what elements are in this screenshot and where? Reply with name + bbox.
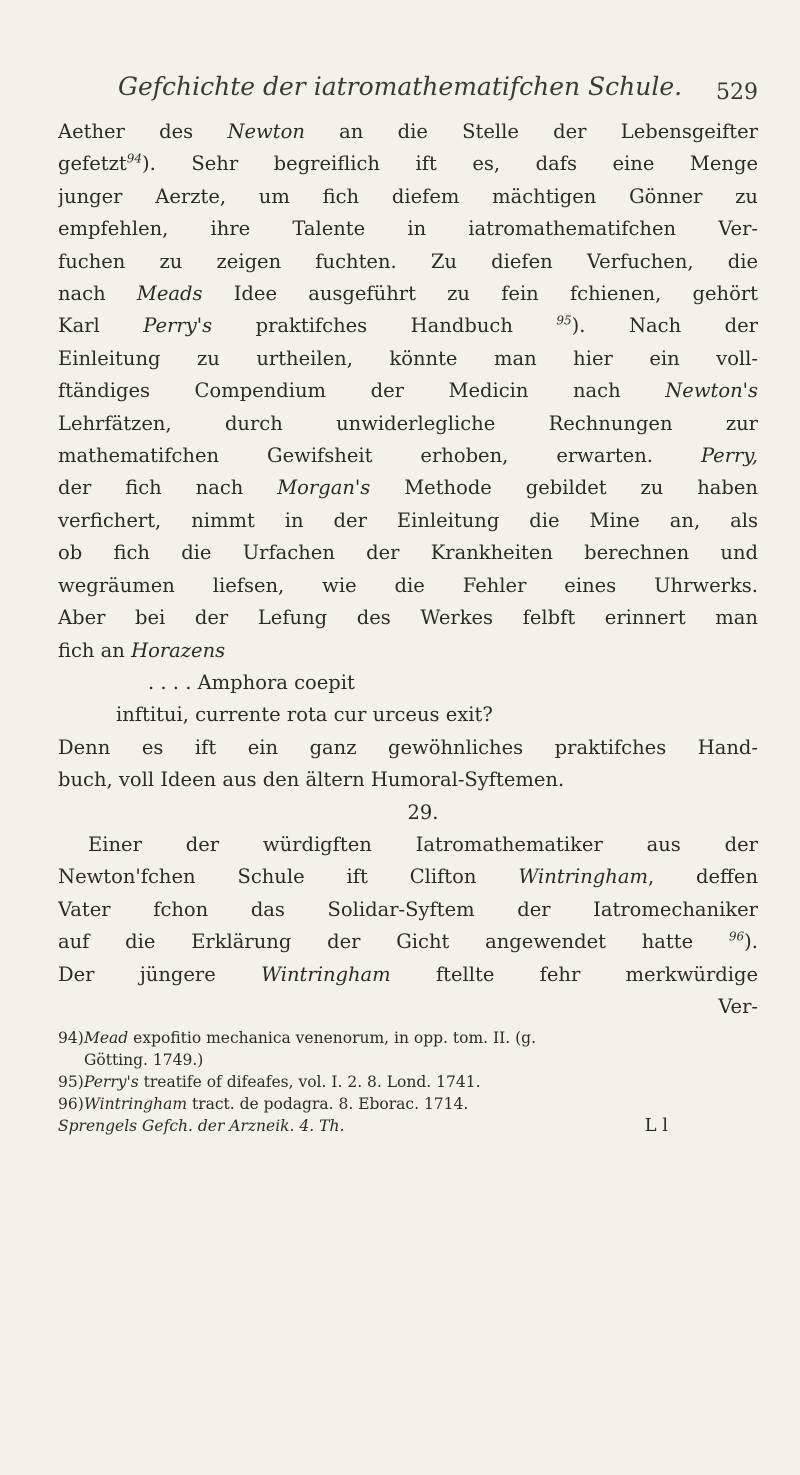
name-perry: Perry's bbox=[143, 314, 213, 338]
text-line: fuchen zu zeigen fuchten. Zu diefen Verfuchen, die bbox=[58, 249, 758, 273]
footnote-ref: 94 bbox=[126, 151, 143, 166]
text: der fich nach bbox=[58, 476, 244, 500]
paragraph-1 bbox=[58, 116, 758, 667]
footnote-author: Perry's bbox=[84, 1073, 139, 1092]
text-line: buch, voll Ideen aus den ältern Humoral-Syftemen. bbox=[58, 768, 565, 792]
footnote-author: Mead bbox=[84, 1029, 129, 1048]
text: fich an bbox=[58, 638, 125, 662]
name-newton: Newton's bbox=[665, 379, 758, 403]
text: Aether des bbox=[58, 120, 194, 143]
text: , deffen bbox=[647, 865, 758, 889]
signature-line bbox=[58, 1115, 758, 1137]
footnote-number: 96) bbox=[58, 1095, 84, 1114]
page-header bbox=[58, 72, 758, 116]
text: Idee ausgeführt zu fein fchienen, gehört bbox=[233, 282, 758, 306]
name-wintringham: Wintringham bbox=[518, 865, 648, 889]
footnote-ref: 96 bbox=[728, 929, 745, 944]
text: nach bbox=[58, 282, 106, 306]
footnote-94-cont: Götting. 1749.) bbox=[84, 1051, 204, 1070]
text-line: ob fich die Urfachen der Krankheiten berechnen und bbox=[58, 541, 758, 565]
page-number: 529 bbox=[716, 80, 758, 105]
text-line bbox=[58, 375, 758, 407]
signature-text: Sprengels Gefch. der Arzneik. 4. Th. bbox=[58, 1117, 345, 1136]
footnote-number: 94) bbox=[58, 1029, 84, 1048]
text-line: junger Aerzte, um fich diefem mächtigen Gönner zu bbox=[58, 184, 758, 208]
text: gefetzt bbox=[58, 152, 127, 176]
section-number: 29. bbox=[407, 800, 439, 824]
text: ). Sehr begreiflich ift es, dafs eine Menge bbox=[142, 152, 758, 176]
running-title: Gefchichte der iatromathematifchen Schule. bbox=[118, 72, 683, 101]
text-line: empfehlen, ihre Talente in iatromathematifchen Ver- bbox=[58, 217, 758, 241]
text-line: wegräumen liefsen, wie die Fehler eines Uhrwerks. bbox=[58, 573, 758, 597]
footnote-text: tract. de podagra. 8. Eborac. 1714. bbox=[191, 1095, 469, 1114]
footnote-96 bbox=[58, 1093, 758, 1115]
text-line bbox=[58, 635, 758, 667]
text-line: verfichert, nimmt in der Einleitung die Mine an, als bbox=[58, 508, 758, 532]
text: praktifches Handbuch bbox=[255, 314, 513, 338]
text: ). Nach der bbox=[571, 314, 758, 338]
text-line bbox=[58, 440, 758, 472]
text: Newton'fchen Schule ift Clifton bbox=[58, 865, 477, 889]
text: Der jüngere bbox=[58, 962, 216, 986]
text-line bbox=[58, 472, 758, 504]
footnote-ref: 95 bbox=[556, 313, 572, 328]
text-line: Lehrfätzen, durch unwiderlegliche Rechnungen zur bbox=[58, 411, 758, 435]
text-line: Aber bei der Lefung des Werkes felbft erinnert man bbox=[58, 606, 758, 630]
text: Karl bbox=[58, 314, 100, 338]
footnote-author: Wintringham bbox=[84, 1095, 188, 1114]
paragraph-3 bbox=[58, 829, 758, 1023]
footnote-text: expofitio mechanica venenorum, in opp. tom. II. (g. bbox=[133, 1029, 537, 1048]
text: ftellte fehr merkwürdige bbox=[435, 962, 758, 986]
name-horace: Horazens bbox=[131, 638, 226, 662]
text-line bbox=[58, 278, 758, 310]
text: an die Stelle der Lebensgeifter bbox=[339, 120, 758, 143]
name-perry: Perry, bbox=[700, 444, 758, 468]
text: Methode gebildet zu haben bbox=[404, 476, 758, 500]
text: ftändiges Compendium der Medicin nach bbox=[58, 379, 621, 403]
name-morgan: Morgan's bbox=[277, 476, 371, 500]
text-line: Einer der würdigften Iatromathematiker aus der bbox=[88, 832, 758, 856]
verse-line: . . . . Amphora coepit bbox=[148, 670, 355, 694]
text-line bbox=[58, 926, 758, 958]
text: auf die Erklärung der Gicht angewendet hatte bbox=[58, 930, 694, 954]
text-line bbox=[58, 116, 758, 148]
text-line bbox=[58, 310, 758, 342]
paragraph-2 bbox=[58, 732, 758, 797]
footnote-text: treatife of difeafes, vol. I. 2. 8. Lond. 1741. bbox=[143, 1073, 481, 1092]
name-mead: Meads bbox=[136, 282, 203, 306]
verse-line: inftitui, currente rota cur urceus exit? bbox=[116, 703, 493, 727]
footnote-95 bbox=[58, 1071, 758, 1093]
text-line: Einleitung zu urtheilen, könnte man hier ein voll- bbox=[58, 346, 758, 370]
text-line bbox=[58, 861, 758, 893]
footnote-number: 95) bbox=[58, 1073, 84, 1092]
name-newton: Newton bbox=[227, 120, 305, 143]
text-line: Denn es ift ein ganz gewöhnliches praktifches Hand- bbox=[58, 735, 758, 759]
footnote-94 bbox=[58, 1027, 758, 1049]
text: ). bbox=[744, 930, 758, 954]
name-wintringham: Wintringham bbox=[261, 962, 391, 986]
book-page bbox=[58, 72, 758, 1137]
signature-mark: L l bbox=[644, 1115, 668, 1137]
catchword: Ver- bbox=[718, 994, 758, 1018]
text-line: Vater fchon das Solidar-Syftem der Iatromechaniker bbox=[58, 897, 758, 921]
text-line bbox=[58, 148, 758, 180]
footnotes bbox=[58, 1027, 758, 1137]
text: mathematifchen Gewifsheit erhoben, erwarten. bbox=[58, 444, 653, 468]
verse-quote bbox=[58, 667, 758, 732]
text-line bbox=[58, 959, 758, 991]
